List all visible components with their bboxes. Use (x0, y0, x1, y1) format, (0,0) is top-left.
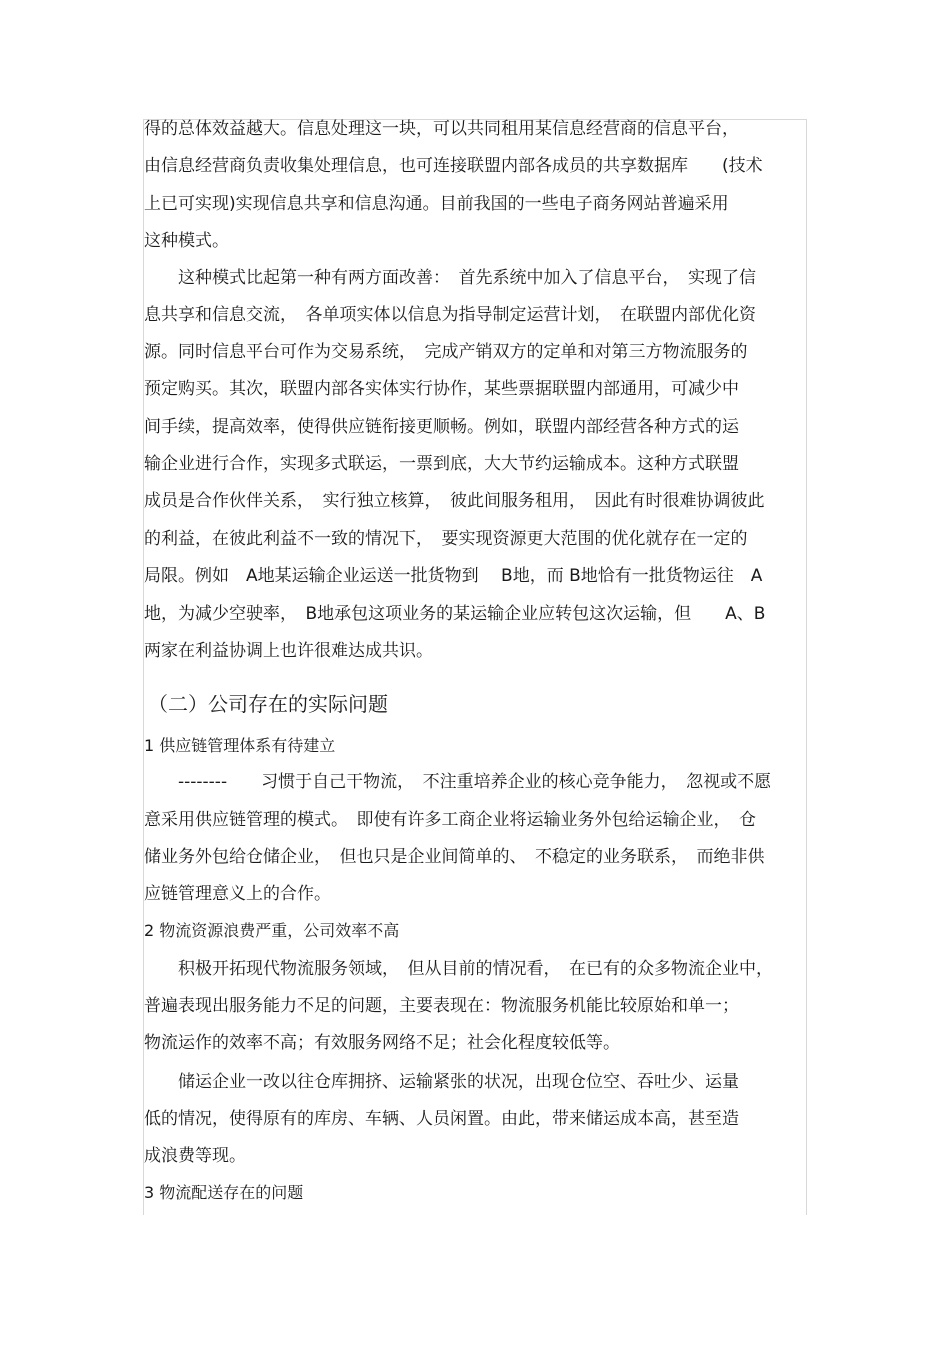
paragraph-line: 意采用供应链管理的模式。 即使有许多工商企业将运输业务外包给运输企业， 仓 (144, 810, 756, 830)
paragraph-line: 低的情况，使得原有的库房、车辆、人员闲置。由此，带来储运成本高，甚至造 (144, 1109, 739, 1129)
paragraph-line: 这种模式。 (144, 231, 229, 251)
paragraph-line: 得的总体效益越大。信息处理这一块，可以共同租用某信息经营商的信息平台， (144, 119, 739, 139)
paragraph-line: 储运企业一改以往仓库拥挤、运输紧张的状况，出现仓位空、吞吐少、运量 (144, 1072, 739, 1092)
paragraph-line: 普遍表现出服务能力不足的问题，主要表现在：物流服务机能比较原始和单一； (144, 996, 739, 1016)
paragraph-line: 物流运作的效率不高；有效服务网络不足；社会化程度较低等。 (144, 1033, 620, 1053)
subsection-title: 1 供应链管理体系有待建立 (144, 736, 336, 755)
paragraph-line: 局限。例如 A地某运输企业运送一批货物到 B地，而 B地恰有一批货物运往 A (144, 566, 763, 586)
page-frame-right-border (806, 119, 807, 1215)
paragraph-line: 成员是合作伙伴关系， 实行独立核算， 彼此间服务租用， 因此有时很难协调彼此 (144, 491, 765, 511)
paragraph-line: 息共享和信息交流， 各单项实体以信息为指导制定运营计划， 在联盟内部优化资 (144, 305, 756, 325)
paragraph-line: 间手续，提高效率，使得供应链衔接更顺畅。例如，联盟内部经营各种方式的运 (144, 417, 739, 437)
subsection-title: 2 物流资源浪费严重，公司效率不高 (144, 921, 400, 940)
paragraph-line: 源。同时信息平台可作为交易系统， 完成产销双方的定单和对第三方物流服务的 (144, 342, 748, 362)
paragraph-line: 由信息经营商负责收集处理信息，也可连接联盟内部各成员的共享数据库 (技术 (144, 156, 763, 176)
paragraph-line: 的利益，在彼此利益不一致的情况下， 要实现资源更大范围的优化就存在一定的 (144, 529, 748, 549)
subsection-title: 3 物流配送存在的问题 (144, 1183, 304, 1202)
paragraph-line: 两家在利益协调上也许很难达成共识。 (144, 641, 433, 661)
paragraph-line: 应链管理意义上的合作。 (144, 884, 331, 904)
paragraph-line: -------- 习惯于自己干物流， 不注重培养企业的核心竞争能力， 忽视或不愿 (144, 772, 772, 792)
paragraph-line: 上已可实现)实现信息共享和信息沟通。目前我国的一些电子商务网站普遍采用 (144, 194, 729, 214)
section-heading: （二）公司存在的实际问题 (148, 692, 388, 716)
paragraph-line: 积极开拓现代物流服务领域， 但从目前的情况看， 在已有的众多物流企业中， (144, 959, 773, 979)
paragraph-line: 成浪费等现。 (144, 1146, 246, 1166)
paragraph-line: 输企业进行合作，实现多式联运，一票到底，大大节约运输成本。这种方式联盟 (144, 454, 739, 474)
paragraph-line: 储业务外包给仓储企业， 但也只是企业间简单的、 不稳定的业务联系， 而绝非供 (144, 847, 765, 867)
paragraph-line: 地，为减少空驶率， B地承包这项业务的某运输企业应转包这次运输，但 A、B (144, 604, 766, 624)
paragraph-line: 这种模式比起第一种有两方面改善： 首先系统中加入了信息平台， 实现了信 (144, 268, 756, 288)
paragraph-line: 预定购买。其次，联盟内部各实体实行协作，某些票据联盟内部通用，可减少中 (144, 379, 739, 399)
